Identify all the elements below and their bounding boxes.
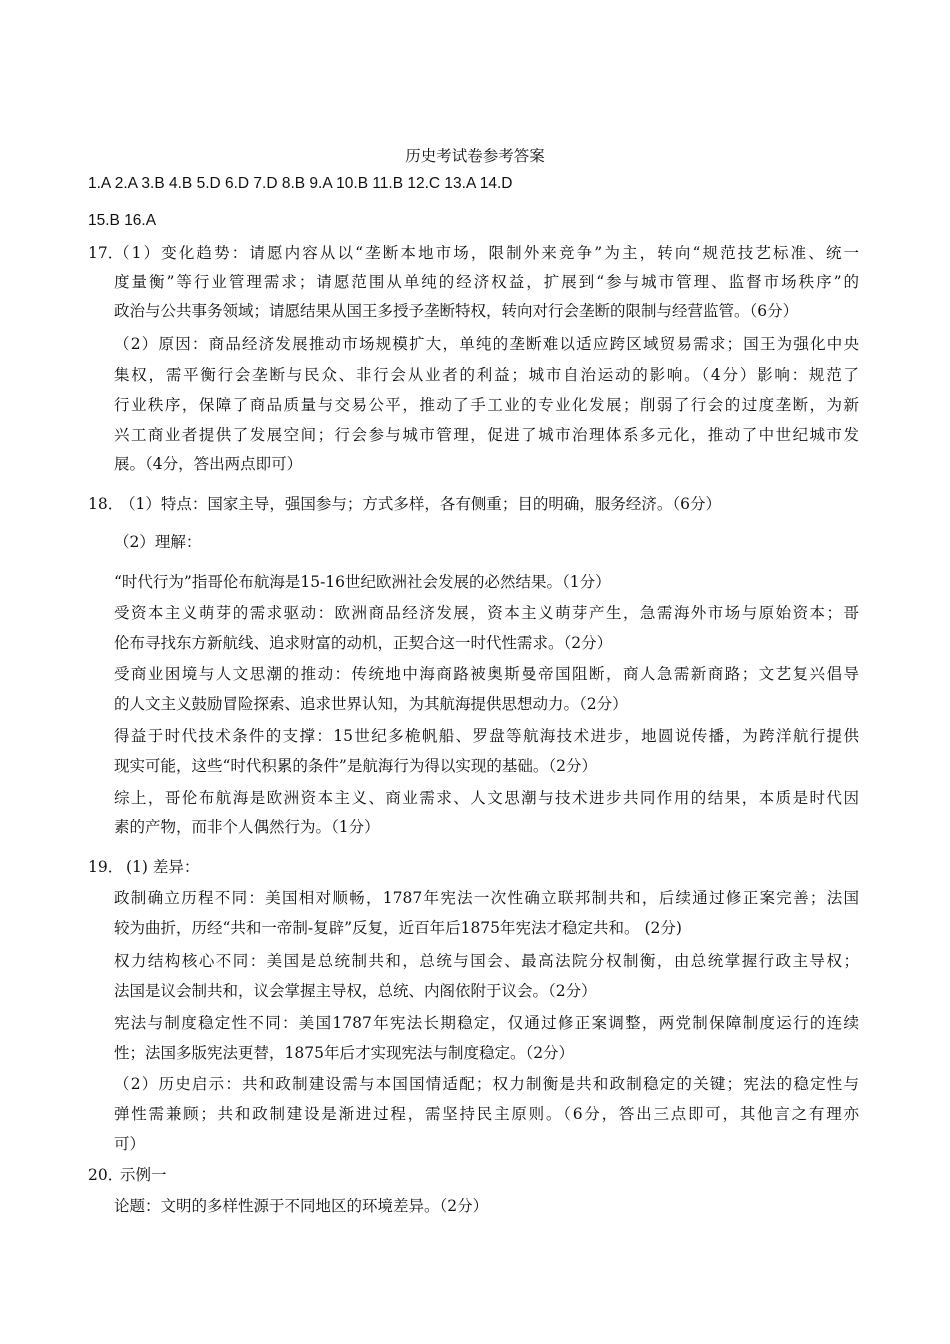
- q17-p2-line-5: 展。（4分，答出两点即可）: [114, 455, 303, 473]
- q19-p3-line-1: 权力结构核心不同：美国是总统制共和，总统与国会、最高法院分权制衡，由总统掌握行政主导权；: [114, 952, 859, 970]
- q19-p5-line-1: （2）历史启示：共和政制建设需与本国国情适配；权力制衡是共和政制稳定的关键；宪法的稳定性与: [114, 1075, 859, 1093]
- q18-p4-line-2: 伦布寻找东方新航线、追求财富的动机，正契合这一时代性需求。（2分）: [114, 634, 613, 652]
- q18-p1: （1）特点：国家主导，强国参与；方式多样，各有侧重；目的明确，服务经济。（6分）: [120, 495, 721, 513]
- q17-p2-line-1: （2）原因：商品经济发展推动市场规模扩大，单纯的垄断难以适应跨区域贸易需求；国王为强化中央: [114, 335, 859, 353]
- q19-p4-line-1: 宪法与制度稳定性不同：美国1787年宪法长期稳定，仅通过修正案调整，两党制保障制度运行的连续: [114, 1014, 859, 1032]
- q18-p5-line-1: 受商业困境与人文思潮的推动：传统地中海商路被奥斯曼帝国阻断，商人急需新商路；文艺复兴倡导: [114, 665, 859, 683]
- q18-p7-line-2: 素的产物，而非个人偶然行为。（1分）: [114, 818, 380, 836]
- q17-p2-line-4: 兴工商业者提供了发展空间；行会参与城市管理，促进了城市治理体系多元化，推动了中世纪城市发: [114, 426, 859, 444]
- q17-p1-line-1: （1）变化趋势：请愿内容从以“垄断本地市场，限制外来竞争”为主，转向“规范技艺标准、统一: [114, 244, 859, 262]
- q19-p2-line-2: 较为曲折，历经“共和一帝制-复辟”反复，近百年后1875年宪法才稳定共和。 (2分): [114, 919, 682, 937]
- q18-p2: （2）理解：: [114, 533, 202, 551]
- q17-p2-line-2: 集权，需平衡行会垄断与民众、非行会从业者的利益；城市自治运动的影响。（4分）影响：规范了: [114, 366, 859, 384]
- q17-p1-line-3: 政治与公共事务领域；请愿结果从国王多授予垄断特权，转向对行会垄断的限制与经营监管。（6分）: [114, 302, 799, 320]
- q19-p4-line-2: 性；法国多版宪法更替，1875年后才实现宪法与制度稳定。（2分）: [114, 1044, 575, 1062]
- q18-p4-line-1: 受资本主义萌芽的需求驱动：欧洲商品经济发展，资本主义萌芽产生，急需海外市场与原始资本；哥: [114, 604, 859, 622]
- q17-p1-line-2: 度量衡”等行业管理需求；请愿范围从单纯的经济权益，扩展到“参与城市管理、监督市场秩序”的: [114, 273, 859, 291]
- q17-number: 17．: [88, 244, 124, 262]
- q17-p2-line-3: 行业秩序，保障了商品质量与交易公平，推动了手工业的专业化发展；削弱了行会的过度垄断，为新: [114, 396, 859, 414]
- q19-p3-line-2: 法国是议会制共和，议会掌握主导权，总统、内阁依附于议会。（2分）: [114, 982, 597, 1000]
- q20-number: 20．: [88, 1166, 124, 1184]
- q18-p6-line-2: 现实可能，这些“时代积累的条件”是航海行为得以实现的基础。（2分）: [114, 757, 597, 775]
- mc-answers-line-2: 15.B 16.A: [88, 212, 157, 229]
- q20-p1: 示例一: [120, 1166, 167, 1184]
- q18-p6-line-1: 得益于时代技术条件的支撑：15世纪多桅帆船、罗盘等航海技术进步，地圆说传播，为跨洋航行提供: [114, 727, 859, 745]
- q18-p7-line-1: 综上，哥伦布航海是欧洲资本主义、商业需求、人文思潮与技术进步共同作用的结果，本质是时代因: [114, 789, 859, 807]
- q19-p2-line-1: 政制确立历程不同：美国相对顺畅，1787年宪法一次性确立联邦制共和，后续通过修正案完善；法国: [114, 889, 859, 907]
- mc-answers-line-1: 1.A 2.A 3.B 4.B 5.D 6.D 7.D 8.B 9.A 10.B 11.B 12.C 13.A 14.D: [88, 175, 513, 192]
- q19-number: 19．: [88, 858, 124, 876]
- q19-p5-line-2: 弹性需兼顾；共和政制建设是渐进过程，需坚持民主原则。（6分，答出三点即可，其他言之有理亦: [114, 1105, 859, 1123]
- q18-number: 18．: [88, 495, 124, 513]
- page-title: 历史考试卷参考答案: [405, 147, 545, 165]
- q19-p1: (1) 差异：: [126, 858, 200, 876]
- q18-p5-line-2: 的人文主义鼓励冒险探索、追求世界认知，为其航海提供思想动力。（2分）: [114, 695, 628, 713]
- q20-p2: 论题：文明的多样性源于不同地区的环境差异。（2分）: [114, 1197, 489, 1215]
- q19-p5-line-3: 可）: [114, 1135, 146, 1153]
- q18-p3: “时代行为”指哥伦布航海是15-16世纪欧洲社会发展的必然结果。（1分）: [114, 573, 611, 591]
